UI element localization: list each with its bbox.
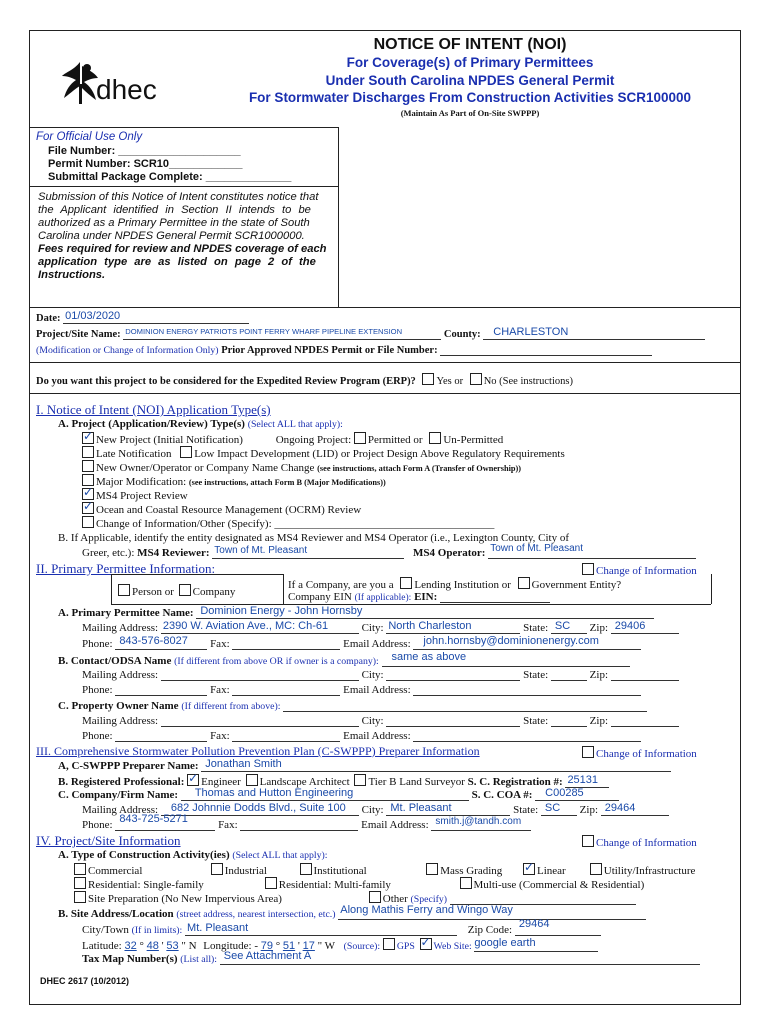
- major-label: Major Modification:: [96, 476, 187, 488]
- institutional-checkbox[interactable]: [300, 863, 312, 875]
- s4-a-hint: (Select ALL that apply):: [232, 850, 328, 861]
- late-checkbox[interactable]: [82, 446, 94, 458]
- notice-line-6: application type are as listed on page 2 of the: [38, 256, 316, 268]
- s2-a-email-label: Email Address:: [343, 638, 411, 650]
- greer-label: Greer, etc.):: [82, 547, 135, 559]
- s1-b-label: B. If Applicable, identify the entity designated as MS4 Reviewer and MS4 Operator: [58, 532, 428, 544]
- s2-a-phone-value: 843-576-8027: [119, 635, 188, 647]
- gps-label: GPS: [396, 941, 415, 952]
- utility-label: Utility/Infrastructure: [603, 865, 696, 877]
- s2-b-mail-field[interactable]: [161, 669, 359, 681]
- s3-zip-field[interactable]: [601, 804, 669, 816]
- s2-c-phone-row: [82, 730, 641, 742]
- tax-field[interactable]: [220, 950, 700, 965]
- s2-c-fax-field[interactable]: [232, 730, 340, 742]
- citytown-value: Mt. Pleasant: [187, 922, 249, 934]
- operator-field[interactable]: [488, 543, 696, 559]
- ein-prefix: Company EIN: [288, 591, 352, 603]
- s3-fax-label: Fax:: [218, 819, 238, 831]
- gps-checkbox[interactable]: [383, 938, 395, 950]
- company-question-row: [288, 577, 621, 591]
- new-project-checkbox[interactable]: [82, 432, 94, 444]
- prior-field[interactable]: [440, 344, 652, 356]
- erp-question: Do you want this project to be considered for the Expedited Review Program (ERP)?: [36, 376, 416, 387]
- citytown-field[interactable]: [185, 924, 457, 936]
- s1-a-label: A. Project (Application/Review) Type(s): [58, 418, 245, 430]
- s3-change-info: [582, 746, 697, 760]
- s2-c-hint: (If different from above):: [181, 701, 281, 712]
- coa-field[interactable]: [535, 789, 619, 801]
- lending-label: Lending Institution or: [414, 579, 511, 591]
- citytown-label: City/Town: [82, 924, 129, 936]
- mass-grading-checkbox[interactable]: [426, 863, 438, 875]
- lat-label: Latitude:: [82, 940, 122, 952]
- engineer-checkbox[interactable]: [187, 774, 199, 786]
- s2-b-state-field[interactable]: [551, 669, 587, 681]
- s3-email-label: Email Address:: [361, 819, 429, 831]
- lat-deg: 32: [124, 940, 137, 952]
- county-field[interactable]: [483, 328, 705, 340]
- section-3-heading: III. Comprehensive Stormwater Pollution Prevention Plan (C-SWPPP) Preparer Information: [36, 744, 480, 758]
- s3-phone-label: Phone:: [82, 819, 113, 831]
- new-owner-checkbox[interactable]: [82, 460, 94, 472]
- change-checkbox[interactable]: [82, 516, 94, 528]
- date-row: [36, 312, 249, 324]
- mass-grading-label: Mass Grading: [440, 865, 503, 877]
- lon-deg: 79: [260, 940, 273, 952]
- s3-c-name-value: Thomas and Hutton Engineering: [194, 787, 354, 799]
- date-value: 01/03/2020: [65, 310, 121, 322]
- s2-b-name-field[interactable]: [382, 651, 630, 667]
- s4-activity-row-3: [74, 891, 636, 905]
- header-line-3: For Stormwater Discharges From Construction Activities SCR100000: [248, 90, 692, 105]
- notice-line-4: Carolina under NPDES General Permit SCR1000000.: [38, 230, 305, 242]
- s1-change-row: [82, 516, 494, 530]
- website-field[interactable]: [474, 937, 598, 952]
- s2-a-label: A. Primary Permittee Name:: [58, 607, 194, 619]
- s2-a-city-field[interactable]: [386, 622, 520, 634]
- s2-a-name-field[interactable]: [196, 607, 654, 619]
- s2-a-state-label: State:: [523, 622, 549, 634]
- s3-b-label: B. Registered Professional:: [58, 776, 185, 788]
- reviewer-value: Town of Mt. Pleasant: [214, 545, 308, 556]
- s2-b-name-value: same as above: [391, 651, 467, 663]
- s2-a-mail-value: 2390 W. Aviation Ave., MC: Ch-61: [162, 620, 329, 632]
- company-label: Company: [192, 586, 236, 598]
- new-owner-note: (see instructions, attach Form A (Transfer of Ownership)): [317, 464, 522, 473]
- county-value: CHARLESTON: [493, 326, 569, 338]
- s2-a-name-row: [58, 607, 654, 619]
- tax-hint: (List all):: [180, 954, 218, 965]
- s4-b-label: B. Site Address/Location: [58, 908, 174, 920]
- landscape-checkbox[interactable]: [246, 774, 258, 786]
- source-label: (Source):: [343, 941, 381, 952]
- s3-phone-field[interactable]: [115, 813, 215, 831]
- commercial-checkbox[interactable]: [74, 863, 86, 875]
- s2-c-zip-label: Zip:: [589, 715, 609, 727]
- s2-b-email-field[interactable]: [413, 684, 641, 696]
- new-project-label: New Project (Initial Notification): [96, 434, 243, 446]
- utility-checkbox[interactable]: [590, 863, 602, 875]
- new-owner-label: New Owner/Operator or Company Name Change: [96, 462, 315, 474]
- s2-c-mail-row: [82, 715, 679, 727]
- institutional-label: Institutional: [313, 865, 367, 877]
- s4-zip-field[interactable]: [515, 918, 601, 936]
- s2-b-row: [58, 651, 630, 667]
- industrial-checkbox[interactable]: [211, 863, 223, 875]
- s1-ms4-row: [82, 488, 188, 502]
- res-multi-checkbox[interactable]: [265, 877, 277, 889]
- s3-c-row: [58, 789, 619, 801]
- s3-state-field[interactable]: [541, 804, 577, 816]
- other-hint: (Specify): [410, 894, 447, 905]
- form-footer: DHEC 2617 (10/2012): [40, 976, 130, 986]
- s2-b-phone-label: Phone:: [82, 684, 113, 696]
- s4-zip-value: 29464: [518, 918, 550, 930]
- section-4-heading: IV. Project/Site Information: [36, 833, 181, 848]
- ein-field[interactable]: [440, 591, 550, 603]
- s3-phone-value: 843-725-5271: [119, 813, 188, 825]
- s2-a-phone-field[interactable]: [115, 635, 207, 650]
- s2-a-zip-field[interactable]: [611, 622, 679, 634]
- s4-change-checkbox[interactable]: [582, 835, 594, 847]
- tier-checkbox[interactable]: [354, 774, 366, 786]
- erp-yes-checkbox[interactable]: [422, 373, 434, 385]
- section-2-heading: II. Primary Permittee Information:: [36, 561, 216, 576]
- reviewer-field[interactable]: [212, 547, 404, 559]
- date-field[interactable]: [63, 312, 249, 324]
- lat-min: 48: [146, 940, 159, 952]
- tax-label: Tax Map Number(s): [82, 953, 178, 965]
- operator-label: MS4 Operator:: [413, 547, 486, 559]
- permit-number-field: Permit Number: SCR10____________: [48, 158, 243, 170]
- s2-a-mail-row: [82, 622, 679, 634]
- s3-email-value: smith.j@tandh.com: [435, 816, 522, 827]
- ocrm-label: Ocean and Coastal Resource Management (OCRM) Review: [96, 504, 362, 516]
- s2-b-city-label: City:: [361, 669, 384, 681]
- notice-line-7: Instructions.: [38, 269, 106, 281]
- linear-label: Linear: [537, 865, 566, 877]
- ein-hint: (If applicable):: [354, 593, 412, 603]
- form-title: NOTICE OF INTENT (NOI): [373, 36, 567, 53]
- other-checkbox[interactable]: [369, 891, 381, 903]
- person-checkbox[interactable]: [118, 584, 130, 596]
- person-company-row: [118, 584, 235, 598]
- date-label: Date:: [36, 313, 61, 324]
- s3-a-row: [58, 760, 671, 772]
- s4-activity-row-1: [74, 863, 695, 877]
- lon-sec: 17: [302, 940, 315, 952]
- notice-line-2: the Applicant identified in Section II intends to be: [38, 204, 311, 216]
- s2-c-phone-field[interactable]: [115, 730, 207, 742]
- s3-a-name-field[interactable]: [201, 760, 671, 772]
- s4-change-info: [582, 835, 697, 849]
- mod-label: (Modification or Change of Information Only): [36, 345, 219, 356]
- s3-a-name-value: Jonathan Smith: [205, 758, 282, 770]
- s2-a-name-value: Dominion Energy - John Hornsby: [200, 605, 363, 617]
- s4-activity-row-2: [74, 877, 644, 891]
- s3-mail-value: 682 Johnnie Dodds Blvd., Suite 100: [170, 802, 346, 814]
- s3-fax-field[interactable]: [240, 819, 358, 831]
- s2-b-phone-row: [82, 684, 641, 696]
- s4-a-row: [58, 849, 328, 861]
- s2-change-checkbox[interactable]: [582, 563, 594, 575]
- s2-b-state-label: State:: [523, 669, 549, 681]
- s2-c-state-field[interactable]: [551, 715, 587, 727]
- s2-a-mail-label: Mailing Address:: [82, 622, 159, 634]
- reg-value: 25131: [567, 774, 599, 786]
- site-address-field[interactable]: [338, 904, 646, 920]
- change-label: Change of Information/Other (Specify): ________________________________________: [96, 518, 495, 530]
- s2-b-mail-row: [82, 669, 679, 681]
- s2-a-fax-field[interactable]: [232, 638, 340, 650]
- s2-c-email-field[interactable]: [413, 730, 641, 742]
- erp-row: [36, 373, 573, 387]
- s1-new-owner-row: [82, 460, 521, 474]
- operator-value: Town of Mt. Pleasant: [490, 543, 584, 554]
- project-value: DOMINION ENERGY PATRIOTS POINT FERRY WHARF PIPELINE EXTENSION: [125, 327, 403, 336]
- s1-major-row: [82, 474, 386, 488]
- s3-mail-field[interactable]: [161, 804, 359, 816]
- company-checkbox[interactable]: [179, 584, 191, 596]
- s2-c-mail-field[interactable]: [161, 715, 359, 727]
- s3-city-field[interactable]: [386, 804, 510, 816]
- s2-b-fax-label: Fax:: [210, 684, 230, 696]
- lon-min: 51: [282, 940, 296, 952]
- major-note: (see instructions, attach Form B (Major Modifications)): [188, 478, 386, 487]
- s2-a-state-field[interactable]: [551, 622, 587, 634]
- gov-label: Government Entity?: [531, 579, 622, 591]
- header-line-2: Under South Carolina NPDES General Permit: [325, 73, 615, 88]
- unpermitted-checkbox[interactable]: [429, 432, 441, 444]
- ein-row: [288, 591, 550, 603]
- erp-no-label: No (See instructions): [483, 376, 573, 387]
- s2-a-phone-row: [82, 635, 641, 650]
- s2-change-label: Change of Information: [596, 565, 697, 577]
- s3-zip-value: 29464: [604, 802, 636, 814]
- s1-ms4-entities-row: [82, 543, 696, 559]
- res-single-checkbox[interactable]: [74, 877, 86, 889]
- s2-a-zip-label: Zip:: [589, 622, 609, 634]
- s3-city-label: City:: [361, 804, 384, 816]
- erp-yes-label: Yes or: [436, 376, 464, 387]
- s2-c-zip-field[interactable]: [611, 715, 679, 727]
- lid-checkbox[interactable]: [180, 446, 192, 458]
- site-prep-label: Site Preparation (No New Impervious Area): [88, 893, 282, 905]
- s2-a-phone-label: Phone:: [82, 638, 113, 650]
- lat-n: " N: [181, 940, 197, 952]
- ocrm-checkbox[interactable]: [82, 502, 94, 514]
- lon-w: " W: [317, 940, 335, 952]
- s2-b-phone-field[interactable]: [115, 684, 207, 696]
- s4-change-label: Change of Information: [596, 837, 697, 849]
- landscape-label: Landscape Architect: [259, 776, 350, 788]
- s2-b-label: B. Contact/ODSA Name: [58, 655, 172, 667]
- s2-c-label: C. Property Owner Name: [58, 700, 179, 712]
- s2-change-info: [582, 563, 697, 577]
- prior-permit-row: [36, 344, 652, 356]
- project-label: Project/Site Name:: [36, 329, 121, 340]
- s3-email-field[interactable]: [431, 816, 531, 831]
- lending-checkbox[interactable]: [400, 577, 412, 589]
- s3-b-row: [58, 774, 609, 788]
- unpermitted-label: Un-Permitted: [443, 434, 504, 446]
- s2-a-city-label: City:: [361, 622, 384, 634]
- site-prep-checkbox[interactable]: [74, 891, 86, 903]
- official-use-heading: For Official Use Only: [36, 131, 143, 143]
- lon-label: Longitude: -: [203, 940, 258, 952]
- s1-b-cont: (i.e., Lexington County, City of: [430, 532, 569, 544]
- s2-a-email-field[interactable]: [413, 635, 641, 650]
- permitted-checkbox[interactable]: [354, 432, 366, 444]
- s1-late-row: [82, 446, 565, 460]
- coa-label: S. C. COA #:: [471, 789, 533, 801]
- s3-phone-row: [82, 813, 531, 831]
- s3-state-label: State:: [513, 804, 539, 816]
- notice-line-5: Fees required for review and NPDES coverage of each: [38, 243, 327, 255]
- ein-label: EIN:: [414, 591, 438, 603]
- res-single-label: Residential: Single-family: [88, 879, 204, 891]
- commercial-label: Commercial: [88, 865, 143, 877]
- s4-a-label: A. Type of Construction Activity(ies): [58, 849, 230, 861]
- logo-text: dhec: [96, 74, 157, 105]
- s2-c-phone-label: Phone:: [82, 730, 113, 742]
- s3-a-label: A, C-SWPPP Preparer Name:: [58, 760, 199, 772]
- s3-change-checkbox[interactable]: [582, 746, 594, 758]
- erp-no-checkbox[interactable]: [470, 373, 482, 385]
- s2-b-zip-label: Zip:: [589, 669, 609, 681]
- s2-b-city-field[interactable]: [386, 669, 520, 681]
- website-value: google earth: [474, 937, 536, 949]
- section-1-heading: I. Notice of Intent (NOI) Application Type(s): [36, 402, 271, 417]
- s2-a-mail-field[interactable]: [161, 622, 359, 634]
- s1-ocrm-row: [82, 502, 361, 516]
- header-line-4: (Maintain As Part of On-Site SWPPP): [400, 108, 540, 118]
- ongoing-label: Ongoing Project:: [275, 434, 352, 446]
- reg-label: S. C. Registration #:: [467, 776, 563, 788]
- s2-c-fax-label: Fax:: [210, 730, 230, 742]
- s3-mail-label: Mailing Address:: [82, 804, 159, 816]
- s2-a-email-value: john.hornsby@dominionenergy.com: [423, 635, 599, 647]
- notice-line-3: authorized as a Primary Permittee in the state of South: [38, 217, 310, 229]
- s2-a-state-value: SC: [554, 620, 571, 632]
- multiuse-label: Multi-use (Commercial & Residential): [473, 879, 645, 891]
- s2-b-zip-field[interactable]: [611, 669, 679, 681]
- industrial-label: Industrial: [224, 865, 267, 877]
- s2-a-fax-label: Fax:: [210, 638, 230, 650]
- reviewer-label: MS4 Reviewer:: [137, 547, 210, 559]
- s2-b-email-label: Email Address:: [343, 684, 411, 696]
- person-label: Person or: [132, 586, 174, 598]
- website-checkbox[interactable]: [420, 938, 432, 950]
- website-label: Web Site:: [433, 941, 472, 952]
- s1-a-row: [58, 418, 343, 430]
- res-multi-label: Residential: Multi-family: [278, 879, 391, 891]
- s4-b-row: [58, 904, 646, 920]
- company-question: If a Company, are you a: [288, 579, 394, 591]
- s1-a-hint: (Select ALL that apply):: [247, 419, 343, 430]
- s2-a-zip-value: 29406: [614, 620, 646, 632]
- late-label: Late Notification: [96, 448, 172, 460]
- lat-sec: 53: [166, 940, 179, 952]
- s4-b-hint: (street address, nearest intersection, etc.): [176, 909, 336, 920]
- s2-a-city-value: North Charleston: [388, 620, 472, 632]
- s3-city-value: Mt. Pleasant: [390, 802, 452, 814]
- s2-b-fax-field[interactable]: [232, 684, 340, 696]
- gov-checkbox[interactable]: [518, 577, 530, 589]
- s3-c-name-field[interactable]: [181, 789, 469, 801]
- s3-zip-label: Zip:: [579, 804, 599, 816]
- linear-checkbox[interactable]: [523, 863, 535, 875]
- tier-label: Tier B Land Surveyor: [368, 776, 465, 788]
- s2-c-row: [58, 700, 647, 712]
- s2-c-name-field[interactable]: [283, 700, 647, 712]
- s4-city-row: [82, 918, 601, 936]
- multiuse-checkbox[interactable]: [460, 877, 472, 889]
- header-line-1: For Coverage(s) of Primary Permittees: [346, 55, 594, 70]
- s4-zip-label: Zip Code:: [467, 924, 513, 936]
- s3-state-value: SC: [544, 802, 561, 814]
- s2-c-mail-label: Mailing Address:: [82, 715, 159, 727]
- s2-b-hint: (If different from above OR if owner is a company):: [174, 656, 379, 667]
- other-label: Other: [382, 893, 408, 905]
- s2-c-email-label: Email Address:: [343, 730, 411, 742]
- s4-tax-row: [82, 950, 700, 965]
- notice-line-1: Submission of this Notice of Intent constitutes notice that: [38, 191, 319, 203]
- s3-c-label: C. Company/Firm Name:: [58, 789, 179, 801]
- engineer-label: Engineer: [201, 776, 241, 788]
- ms4-label: MS4 Project Review: [96, 490, 188, 502]
- prior-label: Prior Approved NPDES Permit or File Number:: [221, 345, 438, 356]
- file-number-field: File Number: ____________________: [48, 145, 241, 157]
- project-field[interactable]: [123, 328, 441, 340]
- tax-value: See Attachment A: [223, 950, 312, 962]
- submittal-field: Submittal Package Complete: ______________: [48, 171, 292, 183]
- s1-new-project-row: [82, 432, 503, 446]
- s2-c-city-field[interactable]: [386, 715, 520, 727]
- site-address-value: Along Mathis Ferry and Wingo Way: [340, 904, 513, 916]
- county-label: County:: [443, 329, 481, 340]
- s3-change-label: Change of Information: [596, 748, 697, 760]
- s2-c-city-label: City:: [361, 715, 384, 727]
- coa-value: C00285: [545, 787, 584, 799]
- s4-latlon-row: Latitude: 32 ° 48 ' 53 " N Longitude: - 79 ° 51 ' 17 " W (Source): GPS ✓ Web Site: google earth: [82, 938, 598, 952]
- citytown-hint: (If in limits):: [131, 925, 183, 936]
- s2-c-state-label: State:: [523, 715, 549, 727]
- project-row: [36, 328, 705, 340]
- permitted-label: Permitted or: [367, 434, 423, 446]
- s2-b-mail-label: Mailing Address:: [82, 669, 159, 681]
- lid-label: Low Impact Development (LID) or Project Design Above Regulatory Requirements: [194, 448, 565, 460]
